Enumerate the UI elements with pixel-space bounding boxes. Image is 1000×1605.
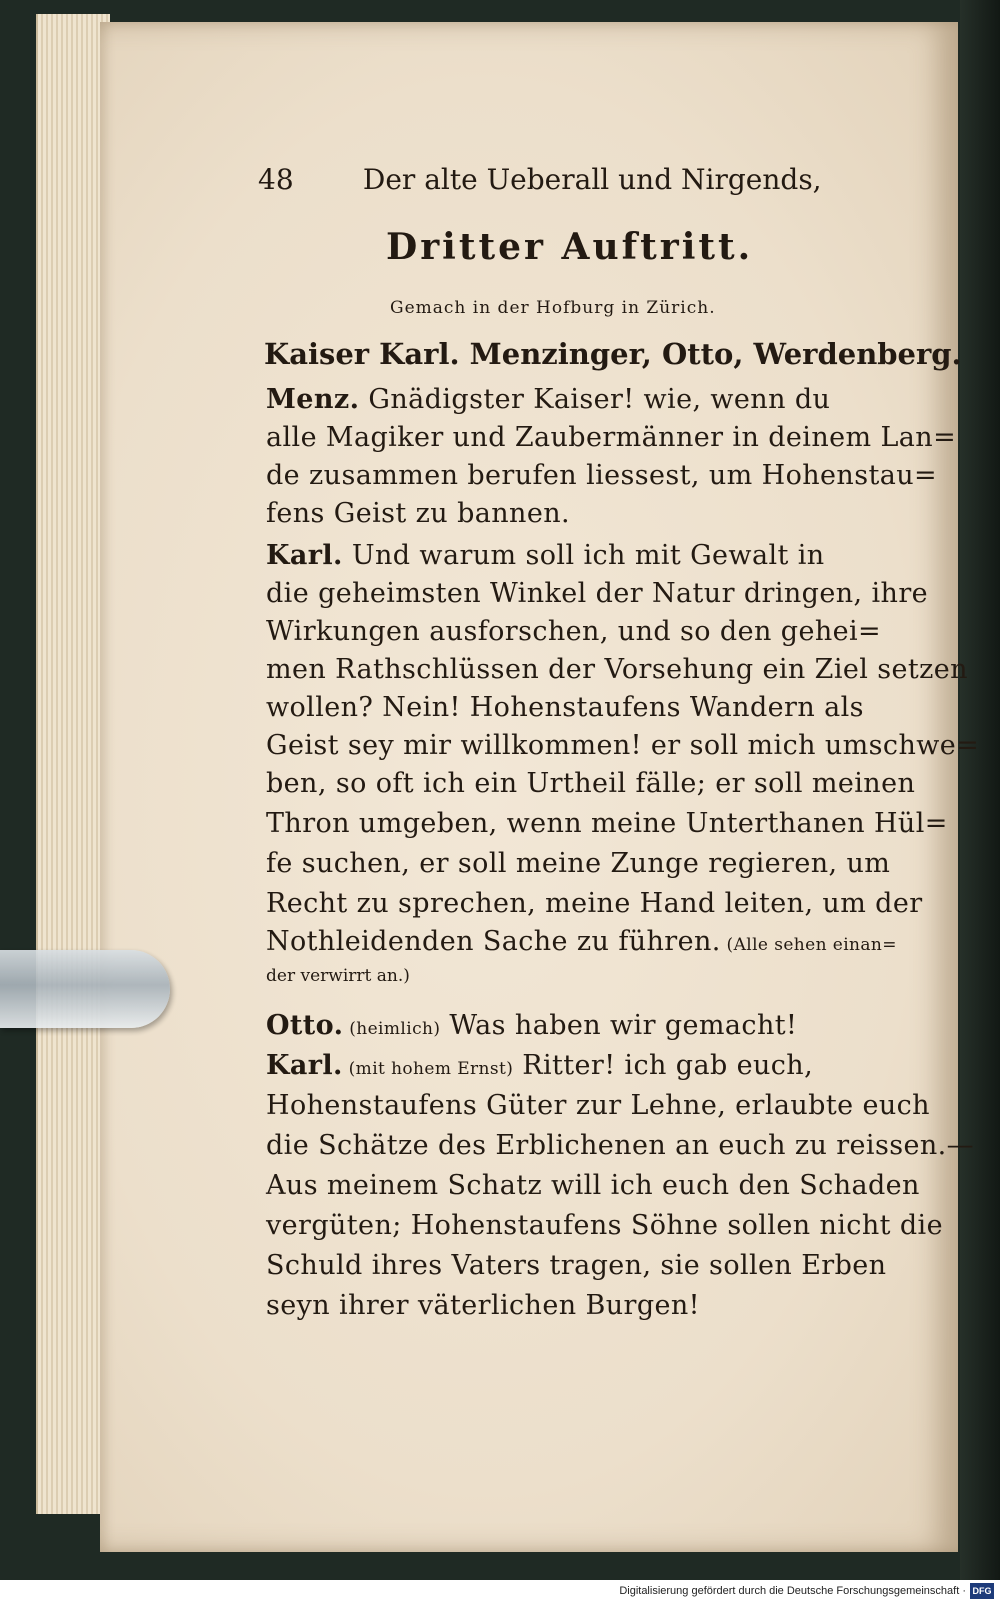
text-line bbox=[266, 654, 968, 685]
text-line bbox=[266, 888, 923, 919]
line-text: Schuld ihres Vaters tragen, sie sollen Erben bbox=[266, 1250, 887, 1281]
text-line bbox=[266, 1250, 886, 1281]
line-text: Thron umgeben, wenn meine Unterthanen Hül= bbox=[266, 808, 948, 839]
text-line bbox=[266, 1290, 700, 1321]
text-line bbox=[266, 498, 570, 529]
stage-direction: (heimlich) bbox=[343, 1019, 441, 1039]
text-line bbox=[266, 768, 915, 799]
text-line bbox=[266, 1090, 930, 1121]
text-line bbox=[266, 1170, 920, 1201]
text-line bbox=[266, 1130, 974, 1161]
line-text: Was haben wir gemacht! bbox=[440, 1010, 798, 1041]
bookmark-clip-icon bbox=[0, 950, 170, 1028]
line-text: fens Geist zu bannen. bbox=[266, 498, 570, 529]
speaker-name: Menz. bbox=[266, 384, 360, 415]
stage-direction: (mit hohem Ernst) bbox=[342, 1059, 514, 1079]
line-text: Ritter! ich gab euch, bbox=[513, 1050, 814, 1081]
line-text: men Rathschlüssen der Vorsehung ein Ziel setzen bbox=[266, 654, 968, 685]
line-text: Recht zu sprechen, meine Hand leiten, um der bbox=[266, 888, 923, 919]
text-line bbox=[266, 966, 410, 986]
scanner-backdrop bbox=[960, 0, 1000, 1580]
line-text: Hohenstaufens Güter zur Lehne, erlaubte euch bbox=[266, 1090, 930, 1121]
text-line bbox=[266, 692, 864, 723]
page-edge-stack bbox=[36, 14, 110, 1514]
text-line bbox=[266, 926, 897, 957]
speaker-name: Karl. bbox=[266, 540, 343, 571]
line-text: die geheimsten Winkel der Natur dringen, ihre bbox=[266, 578, 929, 609]
dfg-logo: DFG bbox=[970, 1583, 994, 1599]
scene-setting: Gemach in der Hofburg in Zürich. bbox=[390, 298, 716, 318]
line-text: Und warum soll ich mit Gewalt in bbox=[342, 540, 825, 571]
text-line bbox=[266, 1050, 813, 1081]
text-line bbox=[266, 730, 979, 761]
line-text: alle Magiker und Zaubermänner in deinem Lan= bbox=[266, 422, 957, 453]
line-text: Nothleidenden Sache zu führen. bbox=[266, 926, 721, 957]
footer-strip bbox=[0, 1580, 1000, 1605]
line-text: die Schätze des Erblichenen an euch zu reissen.— bbox=[266, 1130, 975, 1161]
line-text: Wirkungen ausforschen, und so den gehei= bbox=[266, 616, 882, 647]
running-header bbox=[258, 163, 822, 196]
digitization-credit: Digitalisierung gefördert durch die Deutsche Forschungsgemeinschaft · bbox=[619, 1585, 966, 1597]
text-line bbox=[266, 460, 937, 491]
line-text: Gnädigster Kaiser! wie, wenn du bbox=[359, 384, 831, 415]
running-head: Der alte Ueberall und Nirgends, bbox=[362, 163, 822, 196]
line-text: vergüten; Hohenstaufens Söhne sollen nicht die bbox=[266, 1210, 943, 1241]
line-text: ben, so oft ich ein Urtheil fälle; er soll meinen bbox=[266, 768, 916, 799]
scene-title: Dritter Auftritt. bbox=[386, 226, 754, 268]
text-line bbox=[266, 1010, 797, 1041]
line-text: Aus meinem Schatz will ich euch den Schaden bbox=[266, 1170, 920, 1201]
speaker-name: Karl. bbox=[266, 1050, 343, 1081]
line-text: Geist sey mir willkommen! er soll mich umschwe= bbox=[266, 730, 980, 761]
line-text: fe suchen, er soll meine Zunge regieren, um bbox=[266, 848, 891, 879]
text-line bbox=[266, 808, 948, 839]
text-line bbox=[266, 1210, 943, 1241]
line-text: wollen? Nein! Hohenstaufens Wandern als bbox=[266, 692, 864, 723]
text-line bbox=[266, 616, 881, 647]
cast-list: Kaiser Karl. Menzinger, Otto, Werdenberg. bbox=[264, 337, 962, 371]
stage-direction: (Alle sehen einan= bbox=[720, 935, 897, 955]
page-number: 48 bbox=[258, 163, 294, 196]
line-text: de zusammen berufen liessest, um Hohenstau= bbox=[266, 460, 938, 491]
speaker-name: Otto. bbox=[266, 1010, 344, 1041]
stage-direction: der verwirrt an.) bbox=[266, 966, 410, 986]
text-line bbox=[266, 422, 956, 453]
text-line bbox=[266, 384, 830, 415]
text-line bbox=[266, 578, 928, 609]
text-line bbox=[266, 540, 825, 571]
text-line bbox=[266, 848, 890, 879]
line-text: seyn ihrer väterlichen Burgen! bbox=[266, 1290, 700, 1321]
